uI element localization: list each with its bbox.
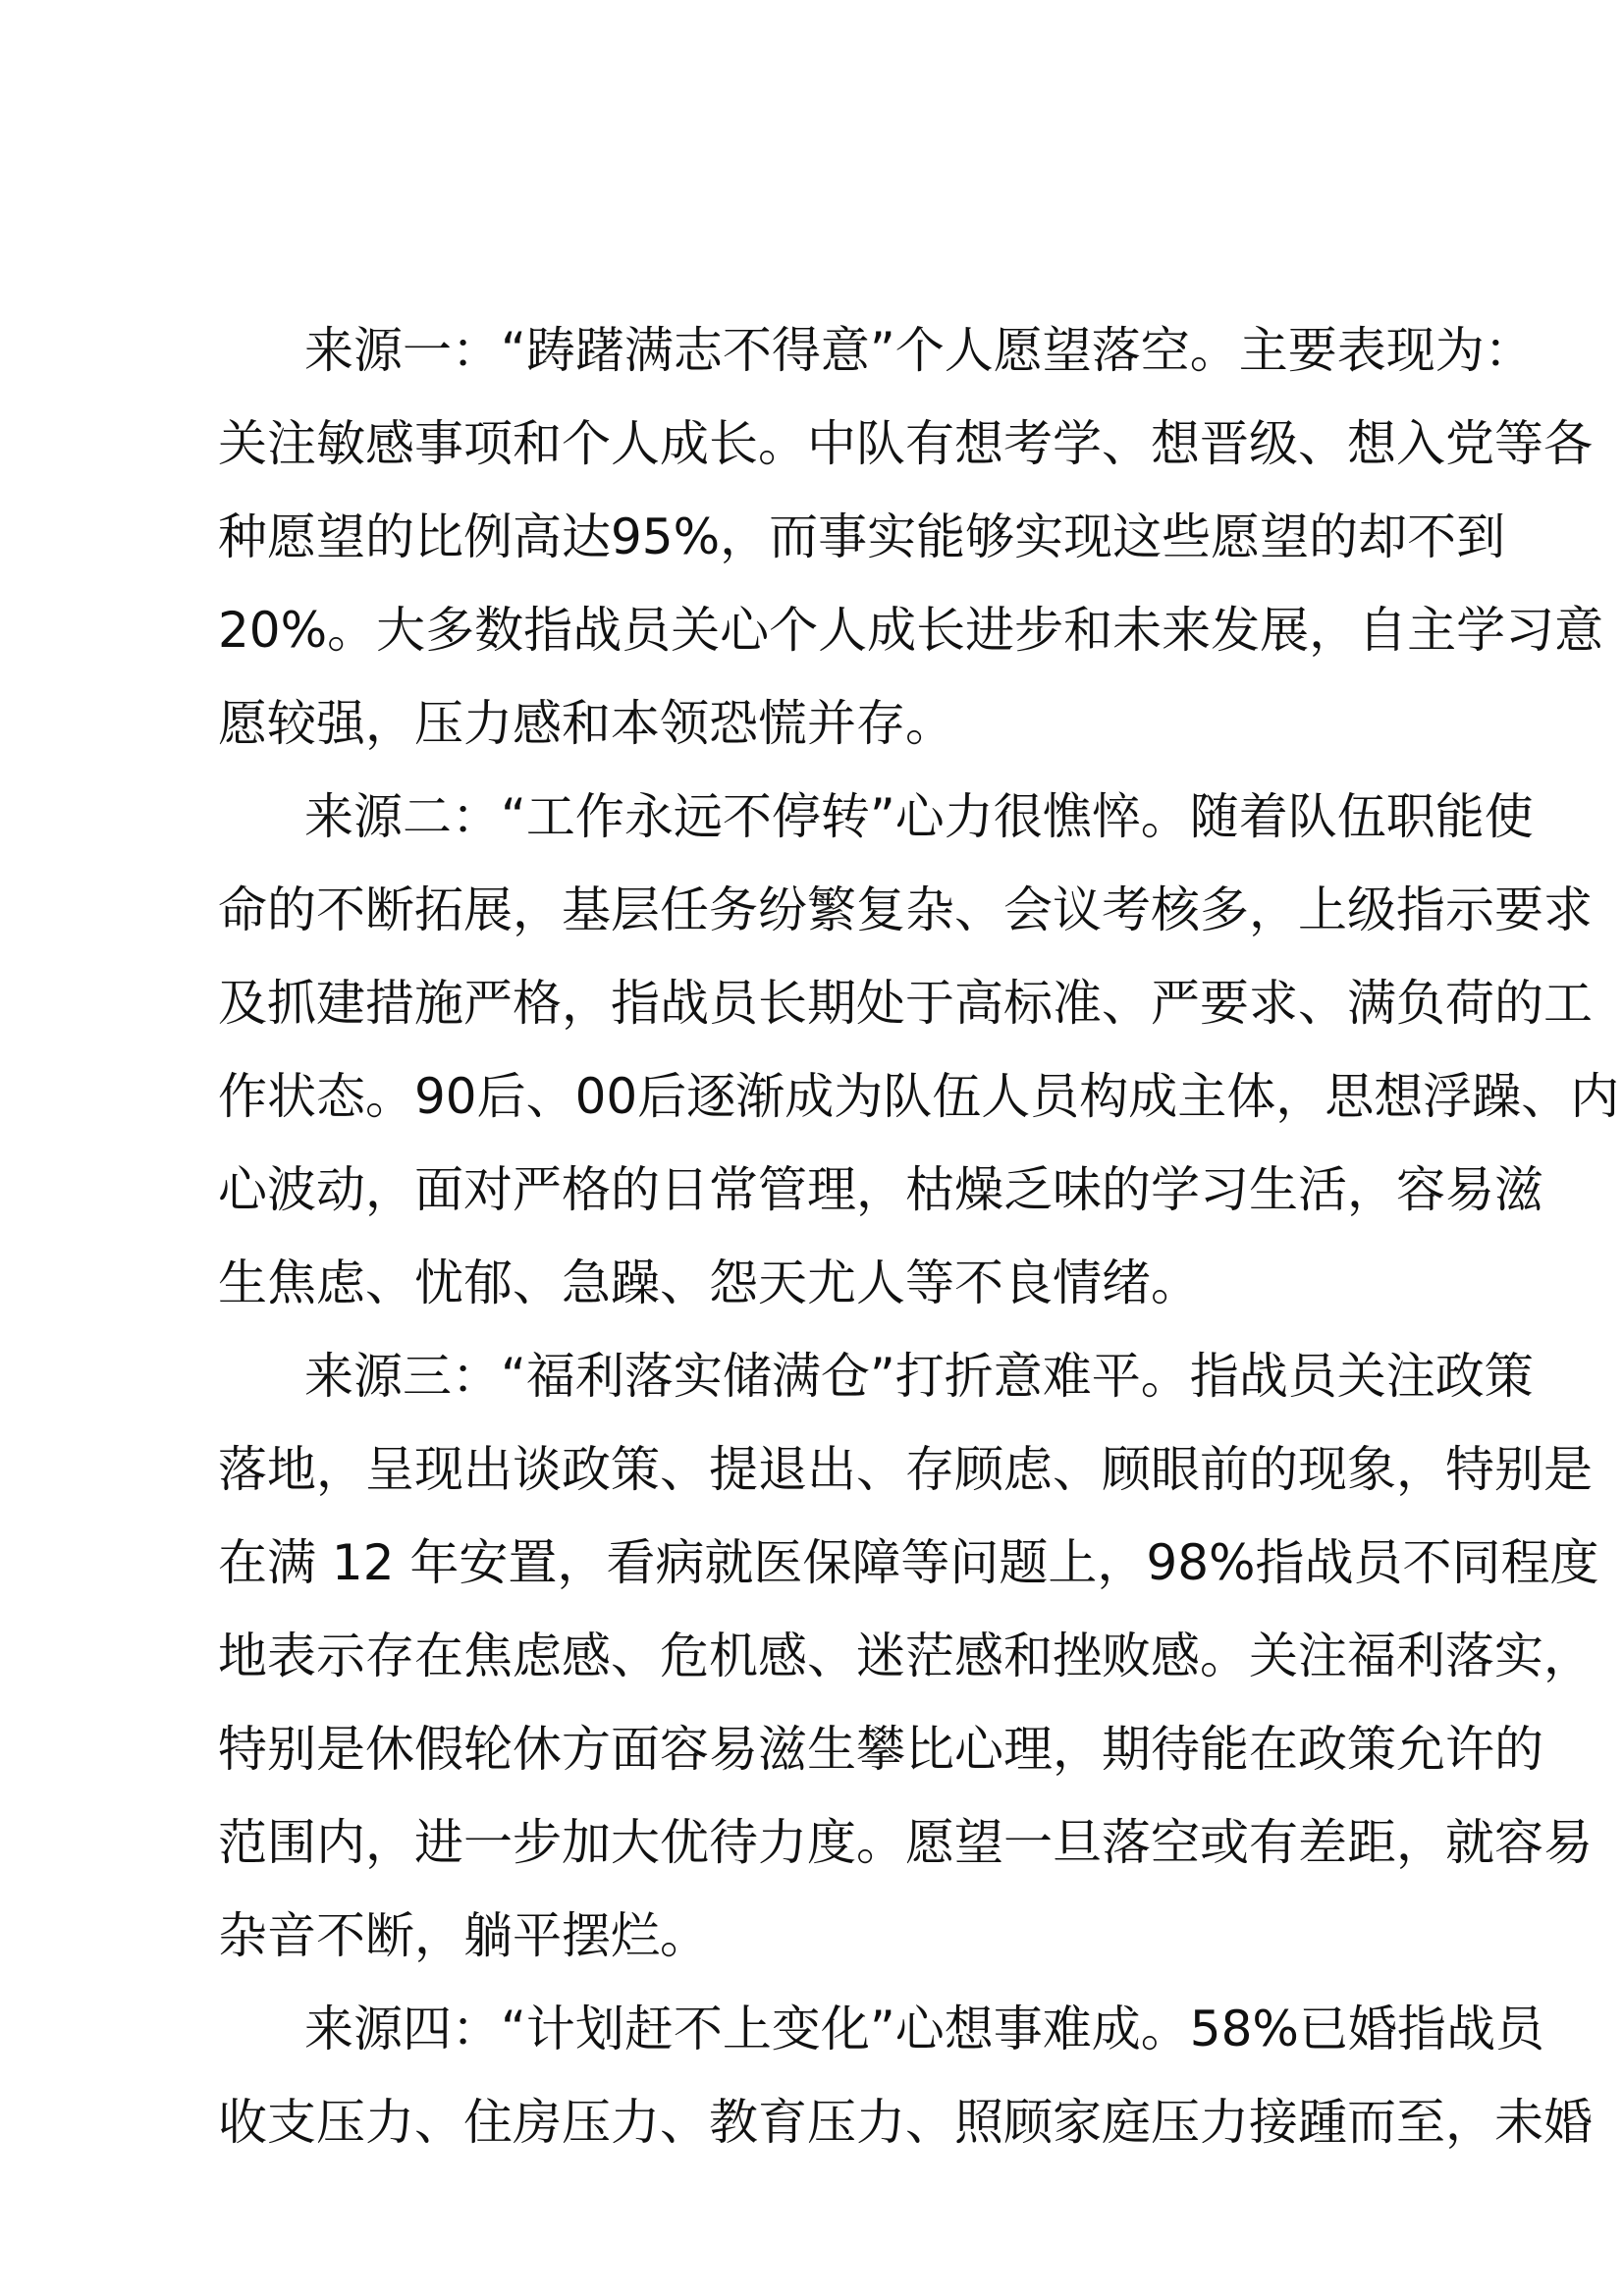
text-line: 来源四：“计划赶不上变化”心想事难成。58%已婚指战员	[304, 2001, 1544, 2057]
text-line: 心波动，面对严格的日常管理，枯燥乏味的学习生活，容易滋	[218, 1161, 1543, 1218]
text-line: 及抓建措施严格，指战员长期处于高标准、严要求、满负荷的工	[218, 975, 1593, 1032]
text-line: 愿较强，压力感和本领恐慌并存。	[218, 695, 954, 752]
text-line: 地表示存在焦虑感、危机感、迷茫感和挫败感。关注福利落实，	[218, 1628, 1593, 1684]
text-line: 来源二：“工作永远不停转”心力很憔悴。随着队伍职能使	[304, 788, 1534, 845]
text-line: 特别是休假轮休方面容易滋生攀比心理，期待能在政策允许的	[218, 1721, 1543, 1778]
text-line: 关注敏感事项和个人成长。中队有想考学、想晋级、想入党等各	[218, 415, 1593, 472]
paragraph	[218, 1983, 1593, 2169]
text-line: 来源三：“福利落实储满仓”打折意难平。指战员关注政策	[304, 1348, 1534, 1405]
text-line: 作状态。90后、00后逐渐成为队伍人员构成主体，思想浮躁、内	[218, 1068, 1620, 1125]
text-line: 杂音不断，躺平摆烂。	[218, 1907, 709, 1964]
document-page	[218, 304, 1620, 2169]
text-line: 20%。大多数指战员关心个人成长进步和未来发展，自主学习意	[218, 602, 1604, 659]
text-line: 范围内，进一步加大优待力度。愿望一旦落空或有差距，就容易	[218, 1814, 1593, 1871]
text-line: 命的不断拓展，基层任务纷繁复杂、会议考核多，上级指示要求	[218, 881, 1593, 938]
paragraph	[218, 304, 1604, 771]
text-line: 来源一：“踌躇满志不得意”个人愿望落空。主要表现为：	[304, 322, 1534, 379]
text-line: 落地，呈现出谈政策、提退出、存顾虑、顾眼前的现象，特别是	[218, 1441, 1593, 1498]
text-line: 在满 12 年安置，看病就医保障等问题上，98%指战员不同程度	[218, 1534, 1599, 1591]
text-line: 种愿望的比例高达95%，而事实能够实现这些愿望的却不到	[218, 508, 1506, 565]
paragraph	[218, 1330, 1599, 1983]
paragraph	[218, 771, 1620, 1330]
text-line: 收支压力、住房压力、教育压力、照顾家庭压力接踵而至，未婚	[218, 2094, 1593, 2151]
text-line: 生焦虑、忧郁、急躁、怨天尤人等不良情绪。	[218, 1255, 1200, 1311]
